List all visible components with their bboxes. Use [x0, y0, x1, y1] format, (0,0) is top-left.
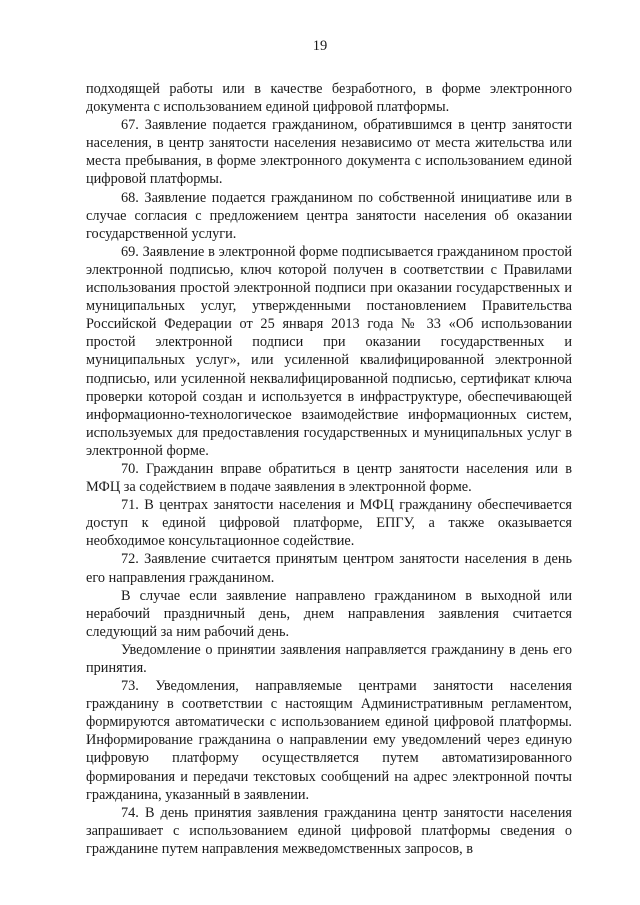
page-number: 19	[312, 38, 328, 54]
paragraph-69: 69. Заявление в электронной форме подписывается гражданином простой электронной подписью, ключ которой получен в соответствии с Правилами использования простой электронной подписи при оказании государственных и муниципальных услуг, утвержденными постановлением Правительства Российской Федерации от 25 января 2013 года № 33 «Об использовании простой электронной подписи при оказании государственных и муниципальных услуг», или усиленной квалифицированной электронной подписью, или усиленной неквалифицированной подписью, сертификат ключа проверки которой создан и используется в инфраструктуре, обеспечивающей информационно-технологическое взаимодействие информационных систем, используемых для предоставления государственных и муниципальных услуг в электронной форме.	[86, 243, 572, 459]
paragraph-74: 74. В день принятия заявления гражданина центр занятости населения запрашивает с использованием единой цифровой платформы сведения о гражданине путем направления межведомственных запросов, в	[86, 804, 572, 857]
paragraph-71: 71. В центрах занятости населения и МФЦ гражданину обеспечивается доступ к единой цифровой платформе, ЕПГУ, а также оказывается необходимое консультационное содействие.	[86, 497, 572, 550]
paragraph-72-weekend: В случае если заявление направлено гражданином в выходной или нерабочий праздничный день, днем направления заявления считается следующий за ним рабочий день.	[86, 587, 572, 640]
paragraph-72: 72. Заявление считается принятым центром занятости населения в день его направления гражданином.	[86, 551, 572, 586]
paragraph-continuation: подходящей работы или в качестве безработного, в форме электронного документа с использованием единой цифровой платформы.	[86, 81, 572, 116]
paragraph-67: 67. Заявление подается гражданином, обратившимся в центр занятости населения, в центр занятости населения независимо от места жительства или места пребывания, в форме электронного документа с использованием единой цифровой платформы.	[86, 117, 572, 188]
document-body	[86, 80, 572, 858]
paragraph-72-notice: Уведомление о принятии заявления направляется гражданину в день его принятия.	[86, 641, 572, 676]
paragraph-73: 73. Уведомления, направляемые центрами занятости населения гражданину в соответствии с настоящим Административным регламентом, формируются автоматически с использованием единой цифровой платформы. Информирование гражданина о направлении ему уведомлений через единую цифровую платформу осуществляется путем автоматизированного формирования и передачи текстовых сообщений на адрес электронной почты гражданина, указанный в заявлении.	[86, 678, 572, 803]
paragraph-68: 68. Заявление подается гражданином по собственной инициативе или в случае согласия с предложением центра занятости населения об оказании государственной услуги.	[86, 189, 572, 242]
paragraph-70: 70. Гражданин вправе обратиться в центр занятости населения или в МФЦ за содействием в подаче заявления в электронной форме.	[86, 460, 572, 496]
